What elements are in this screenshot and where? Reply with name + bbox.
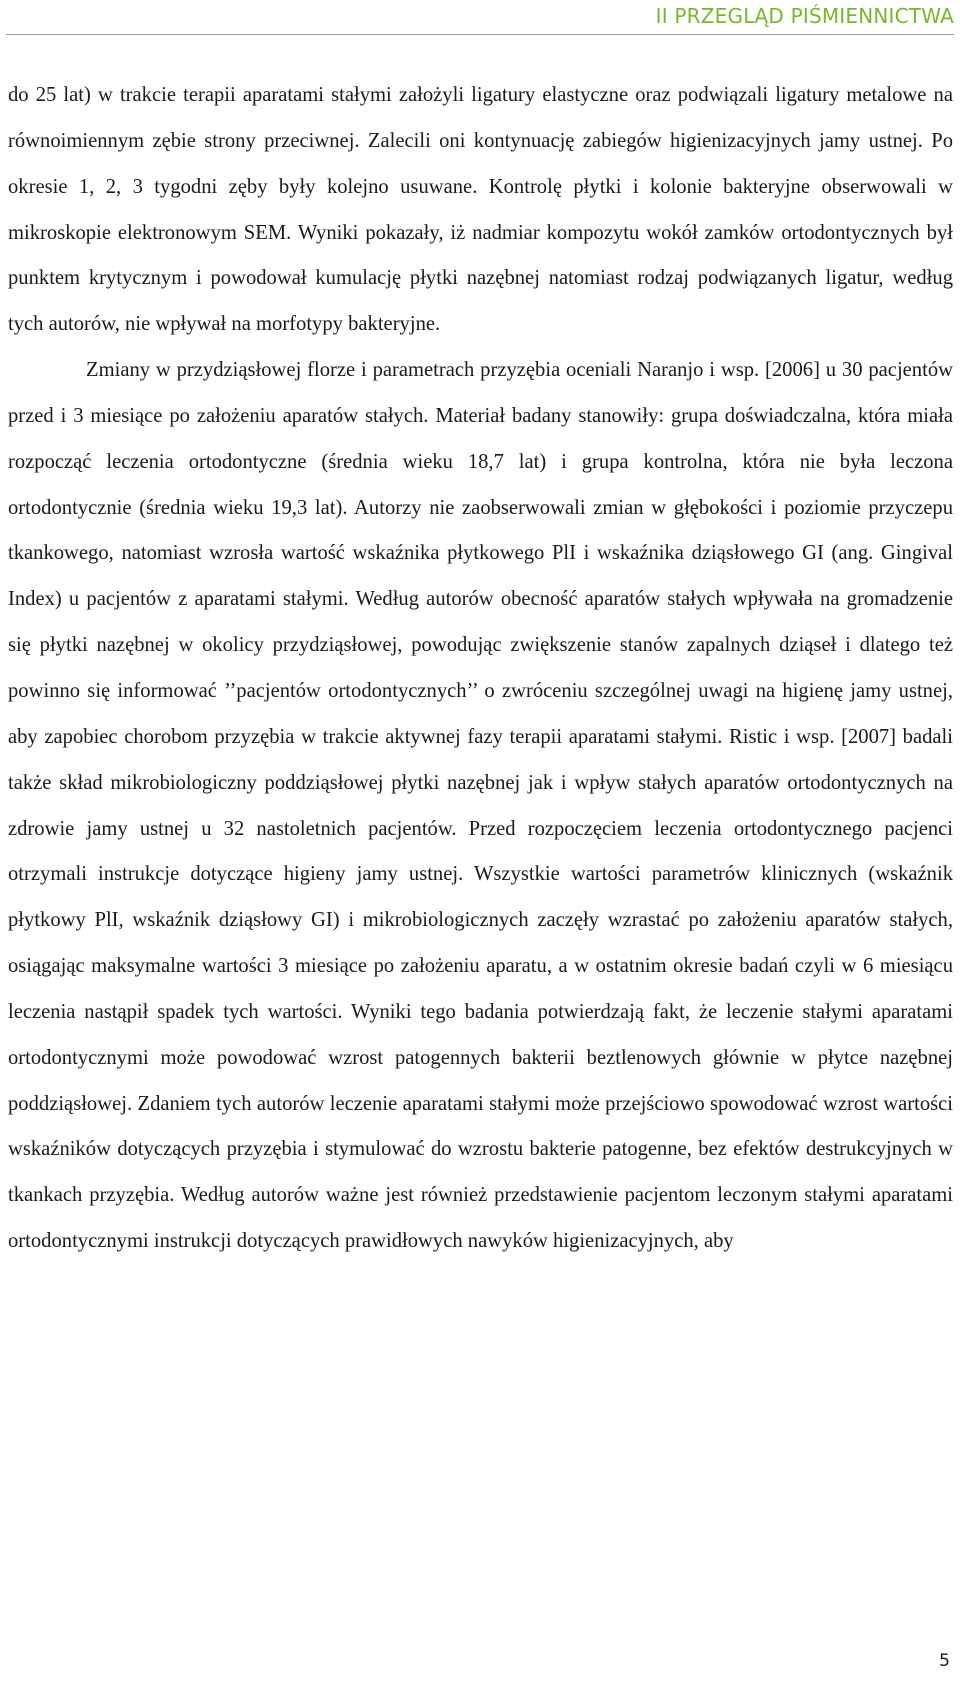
paragraph: Zmiany w przydziąsłowej florze i parametrach przyzębia oceniali Naranjo i wsp. [2006] u 30 pacjentów przed i 3 miesiące po założeniu aparatów stałych. Materiał badany stanowiły: grupa doświadczalna, która miała rozpocząć leczenia ortodontyczne (średnia wieku 18,7 lat) i grupa kontrolna, która nie była leczona ortodontycznie (średnia wieku 19,3 lat). Autorzy nie zaobserwowali zmian w głębokości i poziomie przyczepu tkankowego, natomiast wzrosła wartość wskaźnika płytkowego PlI i wskaźnika dziąsłowego GI (ang. Gingival Index) u pacjentów z aparatami stałymi. Według autorów obecność aparatów stałych wpływała na gromadzenie się płytki nazębnej w okolicy przydziąsłowej, powodując zwiększenie stanów zapalnych dziąseł i dlatego też powinno się informować ’’pacjentów ortodontycznych’’ o zwróceniu szczególnej uwagi na higienę jamy ustnej, aby zapobiec chorobom przyzębia w trakcie aktywnej fazy terapii aparatami stałymi. Ristic i wsp. [2007] badali także skład mikrobiologiczny poddziąsłowej płytki nazębnej jak i wpływ stałych aparatów ortodontycznych na zdrowie jamy ustnej u 32 nastoletnich pacjentów. Przed rozpoczęciem leczenia ortodontycznego pacjenci otrzymali instrukcje dotyczące higieny jamy ustnej. Wszystkie wartości parametrów klinicznych (wskaźnik płytkowy PlI, wskaźnik dziąsłowy GI) i mikrobiologicznych zaczęły wzrastać po założeniu aparatów stałych, osiągając maksymalne wartości 3 miesiące po założeniu aparatu, a w ostatnim okresie badań czyli w 6 miesiącu leczenia nastąpił spadek tych wartości. Wyniki tego badania potwierdzają fakt, że leczenie stałymi aparatami ortodontycznymi może powodować wzrost patogennych bakterii beztlenowych głównie w płytce nazębnej poddziąsłowej. Zdaniem tych autorów leczenie aparatami stałymi może przejściowo spowodować wzrost wartości wskaźników dotyczących przyzębia i stymulować do wzrostu bakterie patogenne, bez efektów destrukcyjnych w tkankach przyzębia. Według autorów ważne jest również przedstawienie pacjentom leczonym stałymi aparatami ortodontycznymi instrukcji dotyczących prawidłowych nawyków higienizacyjnych, aby <box>8 359 953 1253</box>
header-divider <box>6 34 954 35</box>
running-header: II PRZEGLĄD PIŚMIENNICTWA <box>655 4 954 28</box>
paragraph-continuation: do 25 lat) w trakcie terapii aparatami stałymi założyli ligatury elastyczne oraz podwiązali ligatury metalowe na równoimiennym zębie strony przeciwnej. Zalecili oni kontynuację zabiegów higienizacyjnych jamy ustnej. Po okresie 1, 2, 3 tygodni zęby były kolejno usuwane. Kontrolę płytki i kolonie bakteryjne obserwowali w mikroskopie elektronowym SEM. Wyniki pokazały, iż nadmiar kompozytu wokół zamków ortodontycznych był punktem krytycznym i powodował kumulację płytki nazębnej natomiast rodzaj podwiązanych ligatur, według tych autorów, nie wpływał na morfotypy bakteryjne. <box>8 84 953 336</box>
body-text <box>8 73 953 1265</box>
page-number: 5 <box>939 1651 950 1671</box>
